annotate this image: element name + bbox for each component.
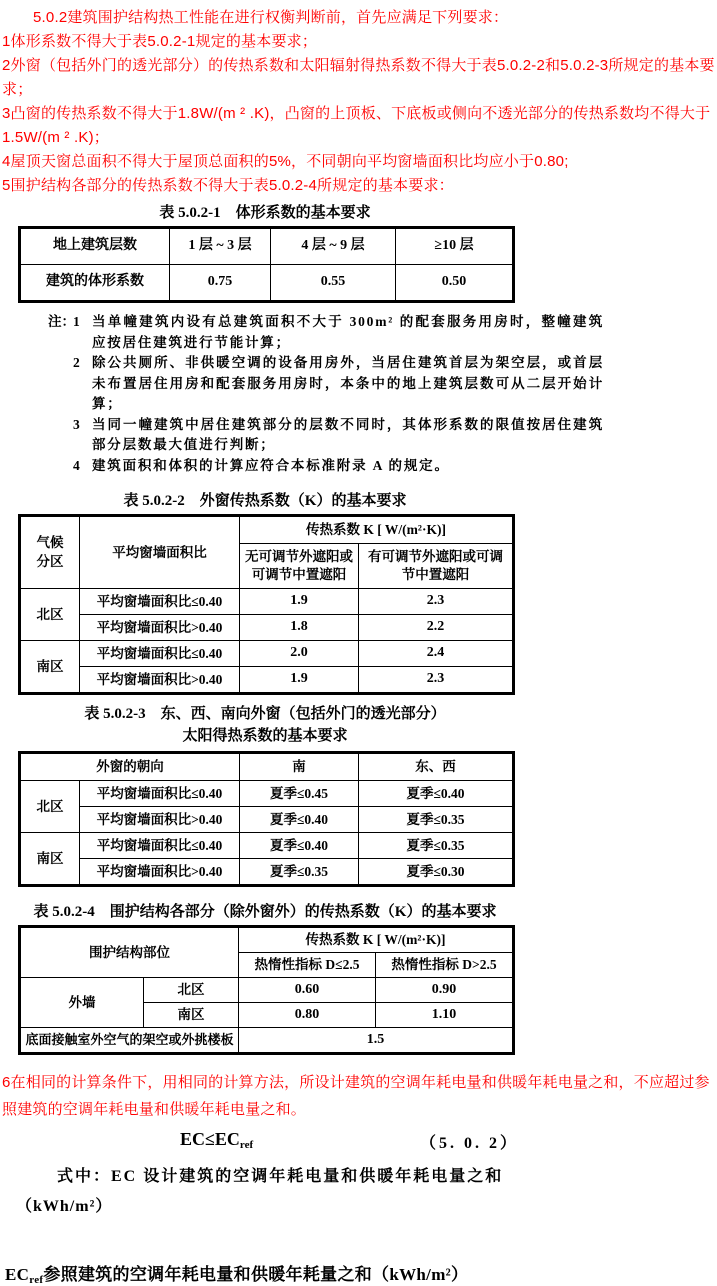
- table3-header-eastwest: 东、西: [359, 753, 514, 781]
- table4-value: 0.90: [376, 978, 514, 1003]
- table2-ratio: 平均窗墙面积比≤0.40: [80, 641, 240, 667]
- table1-header-4-9: 4 层 ~ 9 层: [271, 228, 396, 265]
- table3-value: 夏季≤0.45: [240, 781, 359, 807]
- note-text: 除公共厕所、非供暖空调的设备用房外，当居住建筑首层为架空层，或首层未布置居住用房和配套服务用房时，本条中的地上建筑层数可从二层开始计算；: [92, 355, 604, 411]
- table-row: [20, 667, 514, 694]
- table-5-0-2-3: [18, 751, 515, 887]
- table2-value: 1.9: [240, 589, 359, 615]
- table4-value: 0.80: [239, 1003, 376, 1028]
- table4-subheader-d-gt: 热惰性指标 D>2.5: [376, 953, 514, 978]
- formula-legend-unit: （kWh/m²）: [16, 1198, 113, 1215]
- note-item-4: [0, 456, 604, 477]
- note-text: 当单幢建筑内设有总建筑面积不大于 300m² 的配套服务用房时，整幢建筑应按居住建筑进行节能计算；: [92, 314, 604, 350]
- table1-row-label: 建筑的体形系数: [20, 265, 170, 302]
- table2-subheader-shading: 有可调节外遮阳或可调节中置遮阳: [359, 544, 514, 589]
- table3-value: 夏季≤0.40: [240, 833, 359, 859]
- table-row: [20, 1028, 514, 1054]
- table2-subheader-no-shading: 无可调节外遮阳或可调节中置遮阳: [240, 544, 359, 589]
- table2-value: 2.4: [359, 641, 514, 667]
- table-row: [20, 265, 514, 302]
- clause-item-3: 3凸窗的传热系数不得大于1.8W/(m ² .K)，凸窗的上顶板、下底板或侧向不透光部分的传热系数均不得大于1.5W/(m ² .K)；: [2, 105, 711, 146]
- table3-header-orientation: 外窗的朝向: [20, 753, 240, 781]
- table-row: [20, 589, 514, 615]
- table-5-0-2-2: [18, 514, 515, 695]
- table3-header-south: 南: [240, 753, 359, 781]
- table4-header-k: 传热系数 K [ W/(m²·K)]: [239, 927, 514, 953]
- table-row: [20, 641, 514, 667]
- table3-value: 夏季≤0.35: [359, 807, 514, 833]
- table4-value: 0.60: [239, 978, 376, 1003]
- table3-zone-south: 南区: [20, 833, 80, 886]
- table3-zone-north: 北区: [20, 781, 80, 833]
- table-row: [20, 833, 514, 859]
- clause-item-4: 4屋顶天窗总面积不得大于屋顶总面积的5%，不同朝向平均窗墙面积比均应小于0.80;: [2, 153, 569, 170]
- table4-zone-south: 南区: [144, 1003, 239, 1028]
- table1-notes: [0, 312, 717, 476]
- table3-ratio: 平均窗墙面积比>0.40: [80, 807, 240, 833]
- table-5-0-2-4: [18, 925, 515, 1055]
- clause-item-6: 6在相同的计算条件下，用相同的计算方法，所设计建筑的空调年耗电量和供暖年耗电量之和，不应超过参照建筑的空调年耗电量和供暖年耗电量之和。: [2, 1074, 710, 1118]
- table2-zone-south: 南区: [20, 641, 80, 694]
- clause-item-1: 1体形系数不得大于表5.0.2-1规定的基本要求；: [2, 33, 318, 50]
- table2-header-ratio: 平均窗墙面积比: [80, 516, 240, 589]
- note-number: 4: [73, 457, 80, 473]
- note-text: 当同一幢建筑中居住建筑部分的层数不同时，其体形系数的限值按居住建筑部分层数最大值进行判断；: [92, 416, 604, 452]
- table4-zone-north: 北区: [144, 978, 239, 1003]
- table2-header-k: 传热系数 K [ W/(m²·K)]: [240, 516, 514, 544]
- clause-text-block: [0, 0, 717, 198]
- table-row: [20, 859, 514, 886]
- table3-ratio: 平均窗墙面积比>0.40: [80, 859, 240, 886]
- table3-value: 夏季≤0.40: [240, 807, 359, 833]
- table1-value: 0.75: [170, 265, 271, 302]
- note-item-3: [0, 415, 604, 456]
- table2-value: 2.3: [359, 589, 514, 615]
- table3-value: 夏季≤0.40: [359, 781, 514, 807]
- table1-value: 0.55: [271, 265, 396, 302]
- table2-value: 2.0: [240, 641, 359, 667]
- table4-subheader-d-le: 热惰性指标 D≤2.5: [239, 953, 376, 978]
- table3-ratio: 平均窗墙面积比≤0.40: [80, 781, 240, 807]
- table1-value: 0.50: [396, 265, 514, 302]
- table4-title: 表 5.0.2-4 围护结构各部分（除外窗外）的传热系数（K）的基本要求: [33, 904, 497, 920]
- table2-value: 2.3: [359, 667, 514, 694]
- clause-item-2: 2外窗（包括外门的透光部分）的传热系数和太阳辐射得热系数不得大于表5.0.2-2和5.0.2-3所规定的基本要求；: [2, 57, 715, 98]
- table2-value: 1.9: [240, 667, 359, 694]
- table3-value: 夏季≤0.30: [359, 859, 514, 886]
- table2-ratio: 平均窗墙面积比>0.40: [80, 615, 240, 641]
- formula-legend-ec: 式中：EC 设计建筑的空调年耗电量和供暖年耗电量之和: [57, 1168, 504, 1185]
- table4-wall-label: 外墙: [20, 978, 144, 1028]
- table-row: [20, 615, 514, 641]
- table-5-0-2-1: [18, 226, 515, 303]
- table2-value: 1.8: [240, 615, 359, 641]
- note-item-1: [0, 312, 604, 353]
- table-row: [20, 781, 514, 807]
- table4-value: 1.10: [376, 1003, 514, 1028]
- table-row: [20, 753, 514, 781]
- table1-header-1-3: 1 层 ~ 3 层: [170, 228, 271, 265]
- table-row: [20, 927, 514, 953]
- table4-floor-value: 1.5: [239, 1028, 514, 1054]
- clause-intro: 5.0.2建筑围护结构热工性能在进行权衡判断前，首先应满足下列要求：: [33, 9, 509, 26]
- table3-value: 夏季≤0.35: [359, 833, 514, 859]
- table-row: [20, 228, 514, 265]
- note-item-2: [0, 353, 604, 415]
- table4-header-part: 围护结构部位: [20, 927, 239, 978]
- table3-value: 夏季≤0.35: [240, 859, 359, 886]
- equation-number: （5. 0. 2）: [420, 1135, 520, 1152]
- table2-ratio: 平均窗墙面积比>0.40: [80, 667, 240, 694]
- table3-title-line1: 表 5.0.2-3 东、西、南向外窗（包括外门的透光部分）: [84, 706, 446, 722]
- table3-ratio: 平均窗墙面积比≤0.40: [80, 833, 240, 859]
- table1-header-ge10: ≥10 层: [396, 228, 514, 265]
- table-row: [20, 978, 514, 1003]
- note-text: 建筑面积和体积的计算应符合本标准附录 A 的规定。: [92, 457, 450, 473]
- table2-value: 2.2: [359, 615, 514, 641]
- formula-legend-ecref: $EC_{ref}$参照建筑的空调年耗电量和供暖年耗量之和（kWh/m²）: [5, 1265, 469, 1286]
- formula-row: [0, 1129, 560, 1159]
- table1-header-floors: 地上建筑层数: [20, 228, 170, 265]
- table-row: [20, 516, 514, 544]
- table1-title: 表 5.0.2-1 体形系数的基本要求: [159, 205, 371, 221]
- table2-header-zone: 气候分区: [20, 516, 80, 589]
- note-number: 3: [73, 416, 80, 432]
- formula-ec-le-ecref: $EC\le EC_{ref}$: [180, 1129, 254, 1151]
- table2-title: 表 5.0.2-2 外窗传热系数（K）的基本要求: [123, 493, 407, 509]
- table2-ratio: 平均窗墙面积比≤0.40: [80, 589, 240, 615]
- table4-floor-label: 底面接触室外空气的架空或外挑楼板: [20, 1028, 239, 1054]
- table-row: [20, 807, 514, 833]
- notes-label: 注：: [48, 314, 75, 329]
- note-number: 1: [73, 314, 80, 329]
- table2-zone-north: 北区: [20, 589, 80, 641]
- note-number: 2: [73, 355, 80, 370]
- table3-title-line2: 太阳得热系数的基本要求: [182, 728, 348, 744]
- clause-item-5: 5围护结构各部分的传热系数不得大于表5.0.2-4所规定的基本要求：: [2, 177, 454, 194]
